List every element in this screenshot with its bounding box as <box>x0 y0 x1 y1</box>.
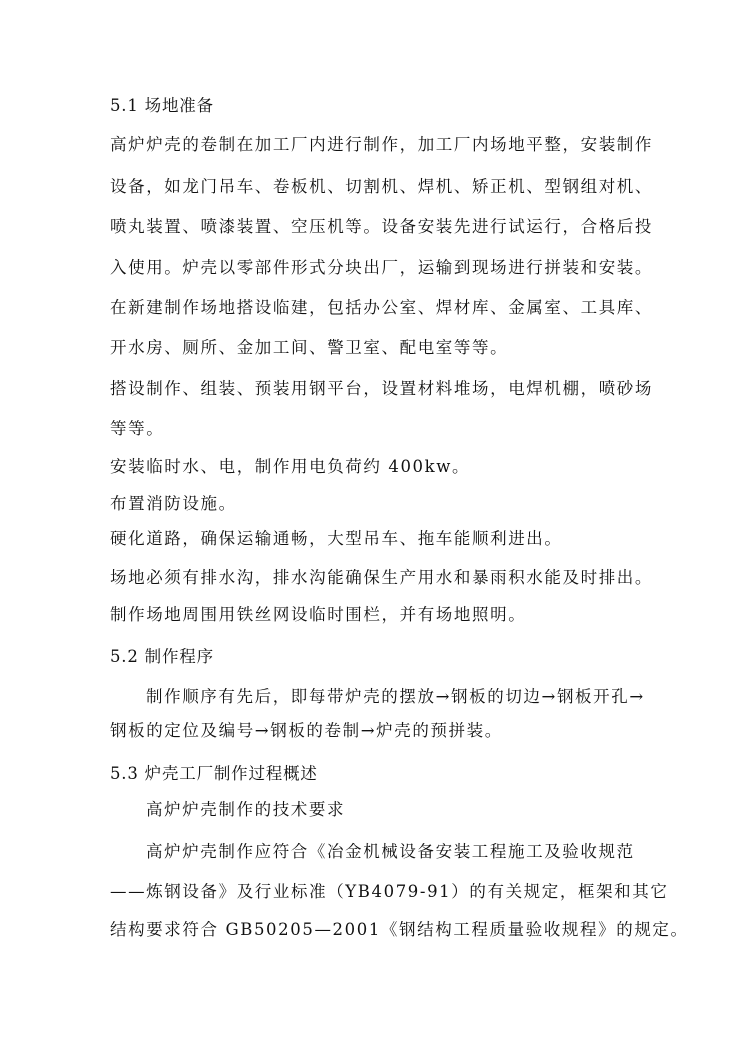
subheading: 高炉炉壳制作的技术要求 <box>146 800 346 819</box>
paragraph-line: 高炉炉壳的卷制在加工厂内进行制作，加工厂内场地平整，安装制作 <box>110 135 653 154</box>
paragraph-line: 安装临时水、电，制作用电负荷约 400kw。 <box>110 457 471 476</box>
paragraph-line: 制作场地周围用铁丝网设临时围栏，并有场地照明。 <box>110 605 527 624</box>
paragraph-line: 钢板的定位及编号→钢板的卷制→炉壳的预拼装。 <box>110 721 503 740</box>
paragraph-line: 开水房、厕所、金加工间、警卫室、配电室等等。 <box>110 338 509 357</box>
paragraph-line: 高炉炉壳制作应符合《冶金机械设备安装工程施工及验收规范 <box>146 842 635 861</box>
paragraph-line: 等等。 <box>110 419 165 438</box>
paragraph-line: 喷丸装置、喷漆装置、空压机等。设备安装先进行试运行，合格后投 <box>110 217 653 236</box>
paragraph-line: 制作顺序有先后，即每带炉壳的摆放→钢板的切边→钢板开孔→ <box>146 687 645 706</box>
paragraph-line: 硬化道路，确保运输通畅，大型吊车、拖车能顺利进出。 <box>110 529 563 548</box>
paragraph-line: ——炼钢设备》及行业标准（YB4079-91）的有关规定，框架和其它 <box>110 882 669 901</box>
section-heading-5-3: 5.3 炉壳工厂制作过程概述 <box>110 764 318 783</box>
paragraph-line: 场地必须有排水沟，排水沟能确保生产用水和暴雨积水能及时排出。 <box>110 568 653 587</box>
section-heading-5-1: 5.1 场地准备 <box>110 96 214 115</box>
paragraph-line: 在新建制作场地搭设临建，包括办公室、焊材库、金属室、工具库、 <box>110 298 653 317</box>
paragraph-line: 设备，如龙门吊车、卷板机、切割机、焊机、矫正机、型钢组对机、 <box>110 177 653 196</box>
paragraph-line: 入使用。炉壳以零部件形式分块出厂，运输到现场进行拼装和安装。 <box>110 258 653 277</box>
section-heading-5-2: 5.2 制作程序 <box>110 647 214 666</box>
paragraph-line: 结构要求符合 GB50205—2001《钢结构工程质量验收规程》的规定。 <box>110 920 689 939</box>
paragraph-line: 搭设制作、组装、预装用钢平台，设置材料堆场，电焊机棚，喷砂场 <box>110 379 653 398</box>
paragraph-line: 布置消防设施。 <box>110 494 237 513</box>
